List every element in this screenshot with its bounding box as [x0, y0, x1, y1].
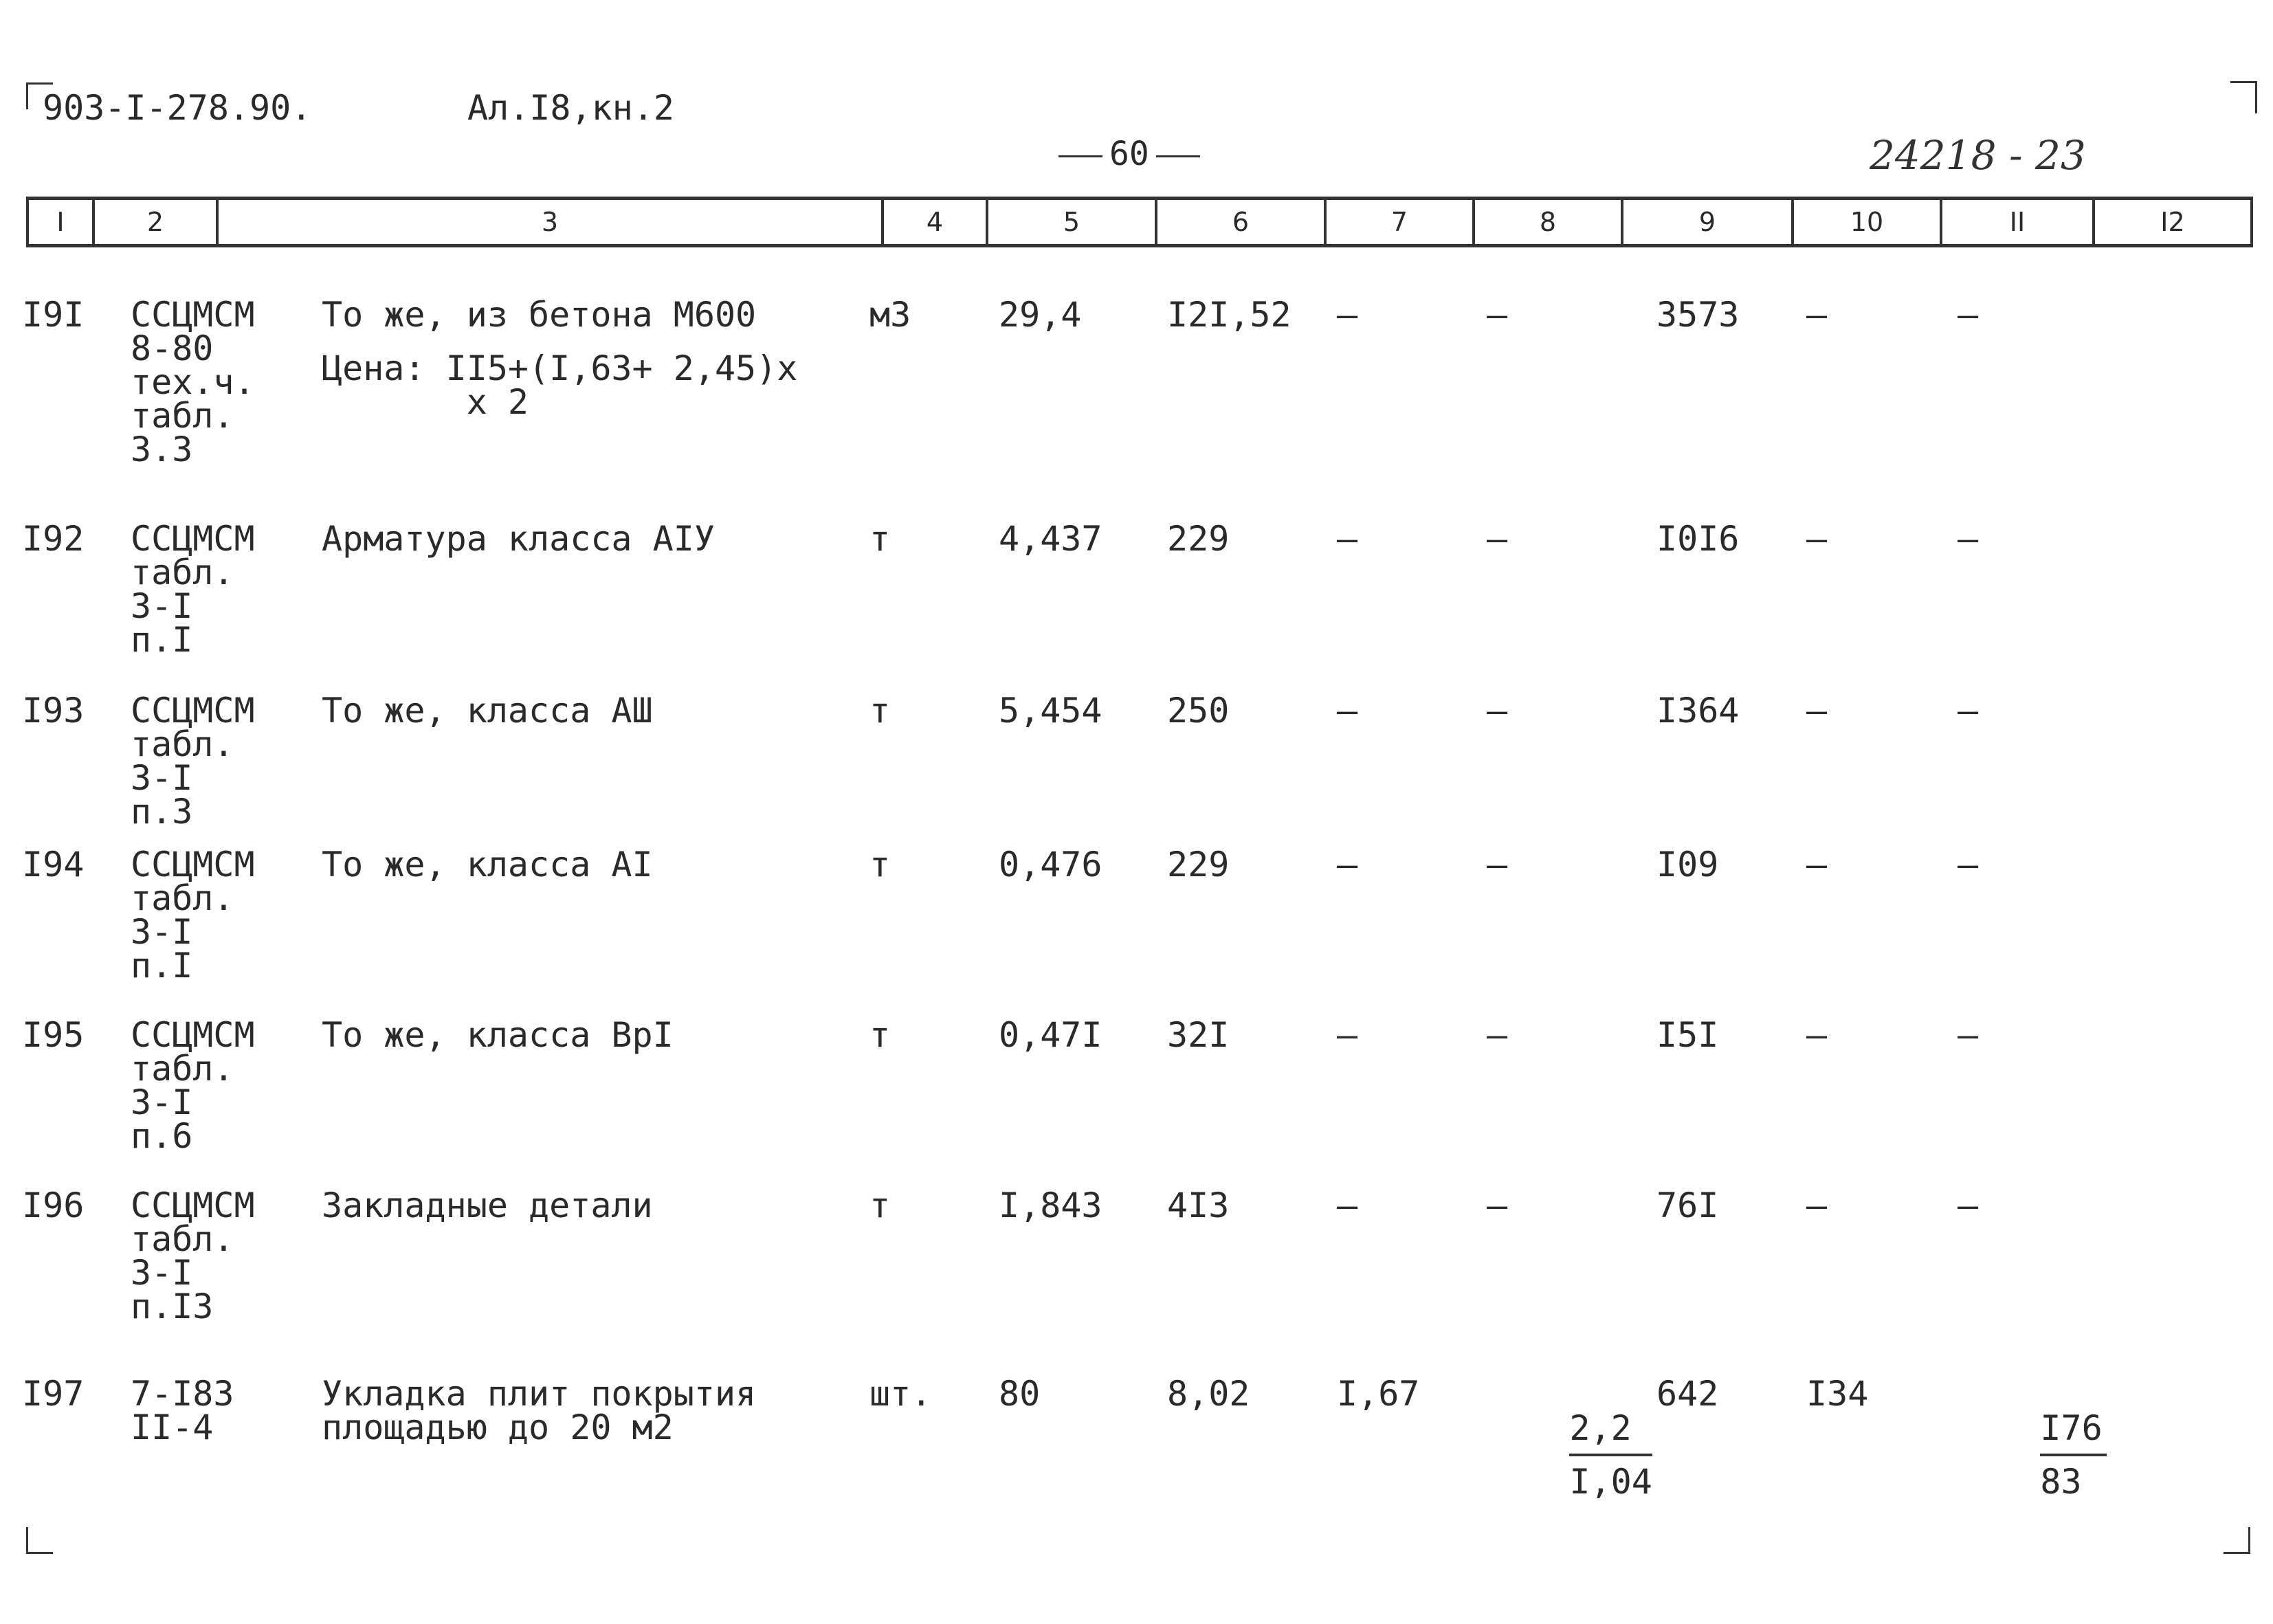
total-cost: I0I6: [1656, 519, 1740, 559]
norm-reference: 7-I83 II-4: [131, 1374, 234, 1447]
column-header-row: [26, 197, 2253, 247]
unit: т: [869, 691, 891, 731]
column-header-4: 4: [881, 200, 986, 244]
row-number: I96: [22, 1186, 85, 1225]
row-number: I93: [22, 691, 85, 731]
column-8-value: –: [1487, 1186, 1508, 1225]
total-cost: I364: [1656, 691, 1740, 731]
unit-cost: 250: [1167, 691, 1230, 731]
quantity: 0,476: [999, 845, 1102, 885]
work-name: То же, из бетона М600: [322, 295, 757, 335]
unit-cost: 32I: [1167, 1015, 1230, 1055]
unit: шт.: [869, 1374, 932, 1414]
column-8-fraction: [1487, 1369, 1652, 1541]
column-10-value: –: [1806, 519, 1828, 559]
fraction-numerator: 2,2: [1569, 1403, 1652, 1456]
column-10-value: –: [1806, 295, 1828, 335]
total-cost: 3573: [1656, 295, 1740, 335]
page-number-block: [1052, 135, 1207, 173]
column-header-11: II: [1940, 200, 2092, 244]
unit: т: [869, 519, 891, 559]
norm-reference: ССЦМСМ табл. 3-I п.6: [131, 1015, 255, 1156]
row-number: I97: [22, 1374, 85, 1414]
work-name: Укладка плит покрытия площадью до 20 м2: [322, 1374, 757, 1447]
unit: т: [869, 1186, 891, 1225]
unit: т: [869, 845, 891, 885]
column-7-value: –: [1337, 1186, 1358, 1225]
column-7-value: –: [1337, 691, 1358, 731]
total-cost: 76I: [1656, 1186, 1719, 1225]
unit-cost: 4I3: [1167, 1186, 1230, 1225]
column-header-7: 7: [1324, 200, 1472, 244]
unit-cost: 8,02: [1167, 1374, 1250, 1414]
column-8-value: –: [1487, 691, 1508, 731]
column-10-value: –: [1806, 691, 1828, 731]
row-number: I9I: [22, 295, 85, 335]
quantity: 4,437: [999, 519, 1102, 559]
column-10-value: I34: [1806, 1374, 1869, 1414]
column-header-10: 10: [1791, 200, 1940, 244]
column-7-value: I,67: [1337, 1374, 1420, 1414]
work-name: Арматура класса АIУ: [322, 519, 715, 559]
norm-reference: ССЦМСМ табл. 3-I п.I: [131, 845, 255, 986]
column-header-3: 3: [216, 200, 881, 244]
price-formula: Цена: II5+(I,63+ 2,45)х х 2: [322, 348, 798, 422]
quantity: 0,47I: [999, 1015, 1102, 1055]
fraction-numerator: I76: [2040, 1403, 2106, 1456]
column-7-value: –: [1337, 1015, 1358, 1055]
row-number: I94: [22, 845, 85, 885]
column-header-2: 2: [92, 200, 216, 244]
quantity: 5,454: [999, 691, 1102, 731]
work-name: То же, класса АI: [322, 845, 653, 885]
column-8-value: –: [1487, 845, 1508, 885]
total-cost: 642: [1656, 1374, 1719, 1414]
column-header-5: 5: [986, 200, 1155, 244]
work-name: Закладные детали: [322, 1186, 653, 1225]
quantity: 29,4: [999, 295, 1082, 335]
column-10-value: –: [1806, 845, 1828, 885]
unit: т: [869, 1015, 891, 1055]
norm-reference: ССЦМСМ табл. 3-I п.3: [131, 691, 255, 832]
total-cost: I09: [1656, 845, 1719, 885]
column-11-fraction: [1958, 1369, 2107, 1541]
work-name: То же, класса АШ: [322, 691, 653, 731]
column-8-value: –: [1487, 295, 1508, 335]
norm-reference: ССЦМСМ табл. 3-I п.I: [131, 519, 255, 660]
handwritten-code: 24218 - 23: [1870, 132, 2086, 179]
page-number: 60: [1109, 135, 1149, 173]
fraction-denominator: 83: [2040, 1462, 2082, 1502]
column-11-value: –: [1958, 519, 1979, 559]
column-11-value: –: [1958, 845, 1979, 885]
quantity: I,843: [999, 1186, 1102, 1225]
column-header-1: I: [26, 200, 92, 244]
column-10-value: –: [1806, 1186, 1828, 1225]
corner-mark-top-right: [2230, 81, 2257, 113]
sheet-reference: Ал.I8,кн.2: [467, 88, 675, 128]
column-8-value: –: [1487, 1015, 1508, 1055]
column-11-value: –: [1958, 295, 1979, 335]
document-code: 903-I-278.90.: [43, 88, 312, 128]
column-11-value: –: [1958, 1015, 1979, 1055]
column-header-9: 9: [1621, 200, 1791, 244]
unit-cost: I2I,52: [1167, 295, 1291, 335]
column-8-value: –: [1487, 519, 1508, 559]
row-number: I92: [22, 519, 85, 559]
corner-mark-bottom-left: [26, 1527, 53, 1554]
work-name: То же, класса ВрI: [322, 1015, 674, 1055]
corner-mark-bottom-right: [2224, 1527, 2250, 1554]
column-11-value: –: [1958, 1186, 1979, 1225]
norm-reference: ССЦМСМ 8-80 тех.ч. табл. 3.3: [131, 295, 255, 469]
column-7-value: –: [1337, 845, 1358, 885]
column-10-value: –: [1806, 1015, 1828, 1055]
norm-reference: ССЦМСМ табл. 3-I п.I3: [131, 1186, 255, 1326]
column-7-value: –: [1337, 295, 1358, 335]
unit-cost: 229: [1167, 519, 1230, 559]
total-cost: I5I: [1656, 1015, 1719, 1055]
unit-cost: 229: [1167, 845, 1230, 885]
unit: м3: [869, 295, 911, 335]
column-header-12: I2: [2092, 200, 2253, 244]
quantity: 80: [999, 1374, 1041, 1414]
column-header-8: 8: [1472, 200, 1621, 244]
column-header-6: 6: [1155, 200, 1324, 244]
row-number: I95: [22, 1015, 85, 1055]
fraction-denominator: I,04: [1569, 1462, 1652, 1502]
column-7-value: –: [1337, 519, 1358, 559]
column-11-value: –: [1958, 691, 1979, 731]
